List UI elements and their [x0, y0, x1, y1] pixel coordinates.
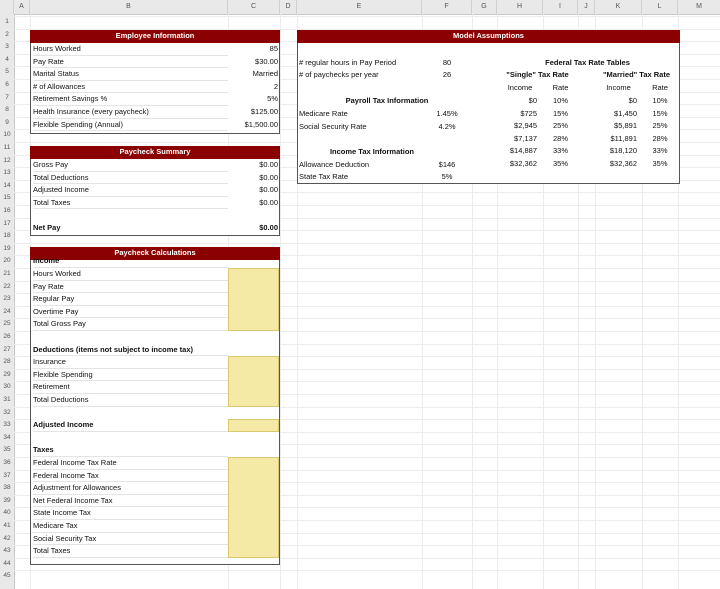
column-header-f[interactable]: F: [422, 0, 472, 14]
single-income-value[interactable]: $7,137: [514, 133, 537, 143]
row-header[interactable]: 27: [3, 345, 11, 353]
column-header-c[interactable]: C: [228, 0, 280, 14]
single-income-col-header: Income: [507, 83, 533, 92]
tax-calc-label: Medicare Tax: [33, 520, 228, 533]
single-rate-value[interactable]: 15%: [552, 108, 568, 118]
employee-info-header: Employee Information: [30, 30, 280, 43]
employee-field-label: Health Insurance (every paycheck): [33, 106, 228, 119]
tax-calc-label: Federal Income Tax: [33, 470, 228, 483]
row-header[interactable]: 7: [5, 93, 9, 101]
single-income-value[interactable]: $2,945: [514, 121, 537, 131]
gridline: [280, 14, 281, 589]
row-header[interactable]: 37: [3, 471, 11, 479]
married-rate-value[interactable]: 35%: [652, 159, 668, 168]
income-input-cells[interactable]: [228, 268, 279, 331]
column-header-b[interactable]: B: [30, 0, 228, 14]
row-header[interactable]: 23: [3, 295, 11, 303]
row-header[interactable]: 18: [3, 232, 11, 240]
tax-calc-label: Social Security Tax: [33, 533, 228, 546]
payroll-tax-heading: Payroll Tax Information: [345, 96, 429, 105]
married-income-value[interactable]: $32,362: [609, 159, 637, 168]
row-header[interactable]: 34: [3, 433, 11, 441]
row-header[interactable]: 39: [3, 496, 11, 504]
row-header[interactable]: 33: [3, 421, 11, 429]
row-header[interactable]: 45: [3, 572, 11, 580]
row-header[interactable]: 42: [3, 534, 11, 542]
single-rate-value[interactable]: 28%: [552, 133, 568, 143]
row-header[interactable]: 35: [3, 446, 11, 454]
column-header-g[interactable]: G: [472, 0, 497, 14]
summary-field-value[interactable]: $0.00: [259, 197, 278, 207]
row-header[interactable]: 13: [3, 169, 11, 177]
select-all-corner[interactable]: [0, 0, 14, 14]
tax-input-cells[interactable]: [228, 457, 279, 558]
row-header[interactable]: 28: [3, 358, 11, 366]
row-header-bar: [0, 14, 15, 589]
married-income-value[interactable]: $5,891: [614, 121, 637, 131]
married-income-value[interactable]: $11,891: [610, 133, 637, 143]
married-rate-value[interactable]: 10%: [652, 96, 668, 105]
regular-hours-label: # regular hours in Pay Period: [299, 58, 397, 67]
deduction-calc-label: Retirement: [33, 381, 228, 394]
row-header[interactable]: 25: [3, 320, 11, 328]
medicare-rate-value[interactable]: 1.45%: [436, 109, 458, 118]
row-header[interactable]: 15: [3, 194, 11, 202]
column-header-a[interactable]: A: [14, 0, 30, 14]
social-security-rate-label: Social Security Rate: [299, 122, 367, 131]
net-pay-label: Net Pay: [33, 223, 61, 232]
employee-field-value[interactable]: $1,500.00: [244, 119, 278, 129]
employee-field-value[interactable]: $30.00: [255, 56, 278, 66]
column-header-d[interactable]: D: [280, 0, 297, 14]
regular-hours-value[interactable]: 80: [442, 58, 452, 67]
single-rate-col-header: Rate: [552, 83, 569, 92]
employee-field-label: Retirement Savings %: [33, 93, 228, 106]
row-header[interactable]: 8: [5, 106, 9, 114]
row-header[interactable]: 12: [3, 156, 11, 164]
married-rate-value[interactable]: 33%: [652, 146, 668, 156]
allowance-deduction-value[interactable]: $146: [438, 160, 456, 169]
income-calc-label: Pay Rate: [33, 281, 228, 294]
row-header[interactable]: 4: [5, 55, 9, 63]
income-section-heading: Income: [33, 255, 228, 268]
row-header[interactable]: 43: [3, 547, 11, 555]
state-tax-rate-value[interactable]: 5%: [441, 172, 453, 181]
employee-field-value[interactable]: $125.00: [250, 107, 278, 116]
column-header-l[interactable]: L: [642, 0, 678, 14]
single-rate-value[interactable]: 35%: [552, 159, 568, 168]
deduction-calc-label: Total Deductions: [33, 394, 228, 407]
column-header-j[interactable]: J: [578, 0, 595, 14]
row-header[interactable]: 41: [3, 522, 11, 529]
row-header[interactable]: 20: [3, 257, 11, 265]
summary-field-value[interactable]: $0.00: [259, 172, 278, 182]
deductions-section-heading: Deductions (items not subject to income tax): [33, 344, 228, 357]
row-header[interactable]: 3: [5, 43, 9, 51]
row-header[interactable]: 29: [3, 370, 11, 378]
employee-field-value[interactable]: 2: [273, 81, 278, 91]
row-header[interactable]: 2: [5, 30, 9, 38]
row-header[interactable]: 31: [3, 396, 11, 403]
row-header[interactable]: 11: [3, 144, 11, 151]
column-header-bar: [0, 0, 720, 15]
row-header[interactable]: 24: [3, 307, 11, 315]
summary-field-label: Total Taxes: [33, 197, 228, 210]
married-rate-col-header: Rate: [652, 83, 668, 92]
row-header[interactable]: 5: [5, 68, 9, 76]
married-rate-value[interactable]: 15%: [652, 108, 668, 118]
social-security-rate-value[interactable]: 4.2%: [438, 122, 456, 131]
row-header[interactable]: 14: [3, 181, 11, 189]
adjusted-income-label: Adjusted Income: [33, 419, 228, 432]
row-header[interactable]: 6: [5, 81, 9, 88]
row-header[interactable]: 19: [3, 244, 11, 252]
gridline: [14, 570, 720, 571]
row-header[interactable]: 9: [5, 118, 9, 126]
row-header[interactable]: 44: [3, 559, 11, 567]
row-header[interactable]: 36: [3, 459, 11, 466]
employee-field-label: # of Allowances: [33, 81, 228, 94]
single-rate-value[interactable]: 33%: [552, 146, 568, 156]
tax-calc-label: Federal Income Tax Rate: [33, 457, 228, 470]
row-header[interactable]: 32: [3, 408, 11, 416]
state-tax-rate-label: State Tax Rate: [299, 172, 349, 181]
employee-field-label: Flexible Spending (Annual): [33, 119, 228, 132]
taxes-section-heading: Taxes: [33, 444, 228, 457]
paycheck-calculations-header: Paycheck Calculations: [30, 247, 280, 260]
employee-field-label: Hours Worked: [33, 43, 228, 56]
married-income-value[interactable]: $18,120: [609, 146, 637, 156]
row-header[interactable]: 26: [3, 333, 11, 340]
summary-field-value[interactable]: $0.00: [259, 185, 278, 195]
column-header-i[interactable]: I: [543, 0, 578, 14]
medicare-rate-label: Medicare Rate: [299, 109, 348, 118]
single-rate-value[interactable]: 25%: [552, 121, 568, 131]
row-header[interactable]: 1: [5, 18, 9, 25]
paychecks-value[interactable]: 26: [442, 70, 452, 79]
income-tax-heading: Income Tax Information: [329, 147, 415, 156]
row-header[interactable]: 10: [3, 131, 11, 139]
federal-tax-tables-heading: Federal Tax Rate Tables: [545, 58, 630, 67]
married-rate-value[interactable]: 28%: [652, 133, 668, 143]
income-calc-label: Total Gross Pay: [33, 318, 228, 331]
married-rate-value[interactable]: 25%: [652, 121, 668, 131]
paycheck-summary-header: Paycheck Summary: [30, 146, 280, 159]
single-income-value[interactable]: $0: [528, 96, 537, 105]
net-pay-value[interactable]: $0.00: [259, 223, 278, 232]
income-calc-label: Hours Worked: [33, 268, 228, 281]
model-assumptions-header: Model Assumptions: [297, 30, 680, 43]
column-header-h[interactable]: H: [497, 0, 543, 14]
row-header[interactable]: 38: [3, 484, 11, 492]
single-income-value[interactable]: $14,887: [509, 146, 537, 156]
tax-calc-label: State Income Tax: [33, 507, 228, 520]
row-header[interactable]: 22: [3, 282, 11, 290]
employee-field-value[interactable]: 5%: [267, 94, 278, 104]
married-income-value[interactable]: $0: [628, 96, 637, 105]
income-calc-label: Regular Pay: [33, 293, 228, 306]
tax-calc-label: Net Federal Income Tax: [33, 495, 228, 508]
married-income-col-header: Income: [606, 83, 631, 92]
column-header-k[interactable]: K: [595, 0, 642, 14]
tax-calc-label: Total Taxes: [33, 545, 228, 558]
income-calc-label: Overtime Pay: [33, 306, 228, 319]
row-header[interactable]: 21: [3, 270, 11, 277]
allowance-deduction-label: Allowance Deduction: [299, 160, 370, 169]
employee-field-label: Pay Rate: [33, 56, 228, 69]
single-rate-value[interactable]: 10%: [552, 96, 568, 105]
single-income-value[interactable]: $725: [520, 108, 537, 118]
row-header[interactable]: 17: [3, 219, 11, 227]
row-header[interactable]: 16: [3, 207, 11, 214]
employee-field-value[interactable]: 85: [269, 44, 278, 53]
gridline: [14, 16, 720, 17]
deduction-calc-label: Insurance: [33, 356, 228, 369]
single-income-value[interactable]: $32,362: [509, 159, 537, 168]
tax-calc-label: Adjustment for Allowances: [33, 482, 228, 495]
married-income-value[interactable]: $1,450: [614, 108, 637, 118]
paychecks-label: # of paychecks per year: [299, 70, 379, 79]
single-tax-rate-heading: "Single" Tax Rate: [506, 70, 569, 79]
employee-field-label: Marital Status: [33, 68, 228, 81]
adjusted-income-input-cell[interactable]: [228, 419, 279, 432]
row-header[interactable]: 30: [3, 383, 11, 391]
summary-field-value[interactable]: $0.00: [259, 160, 278, 169]
row-header[interactable]: 40: [3, 509, 11, 517]
employee-field-value[interactable]: Married: [252, 69, 278, 79]
summary-field-label: Adjusted Income: [33, 184, 228, 197]
summary-field-label: Gross Pay: [33, 159, 228, 172]
married-tax-rate-heading: "Married" Tax Rate: [603, 70, 670, 79]
deduction-calc-label: Flexible Spending: [33, 369, 228, 382]
column-header-m[interactable]: M: [696, 3, 702, 10]
column-header-e[interactable]: E: [297, 0, 422, 14]
deduction-input-cells[interactable]: [228, 356, 279, 406]
gridline: [14, 243, 720, 244]
summary-field-label: Total Deductions: [33, 172, 228, 185]
